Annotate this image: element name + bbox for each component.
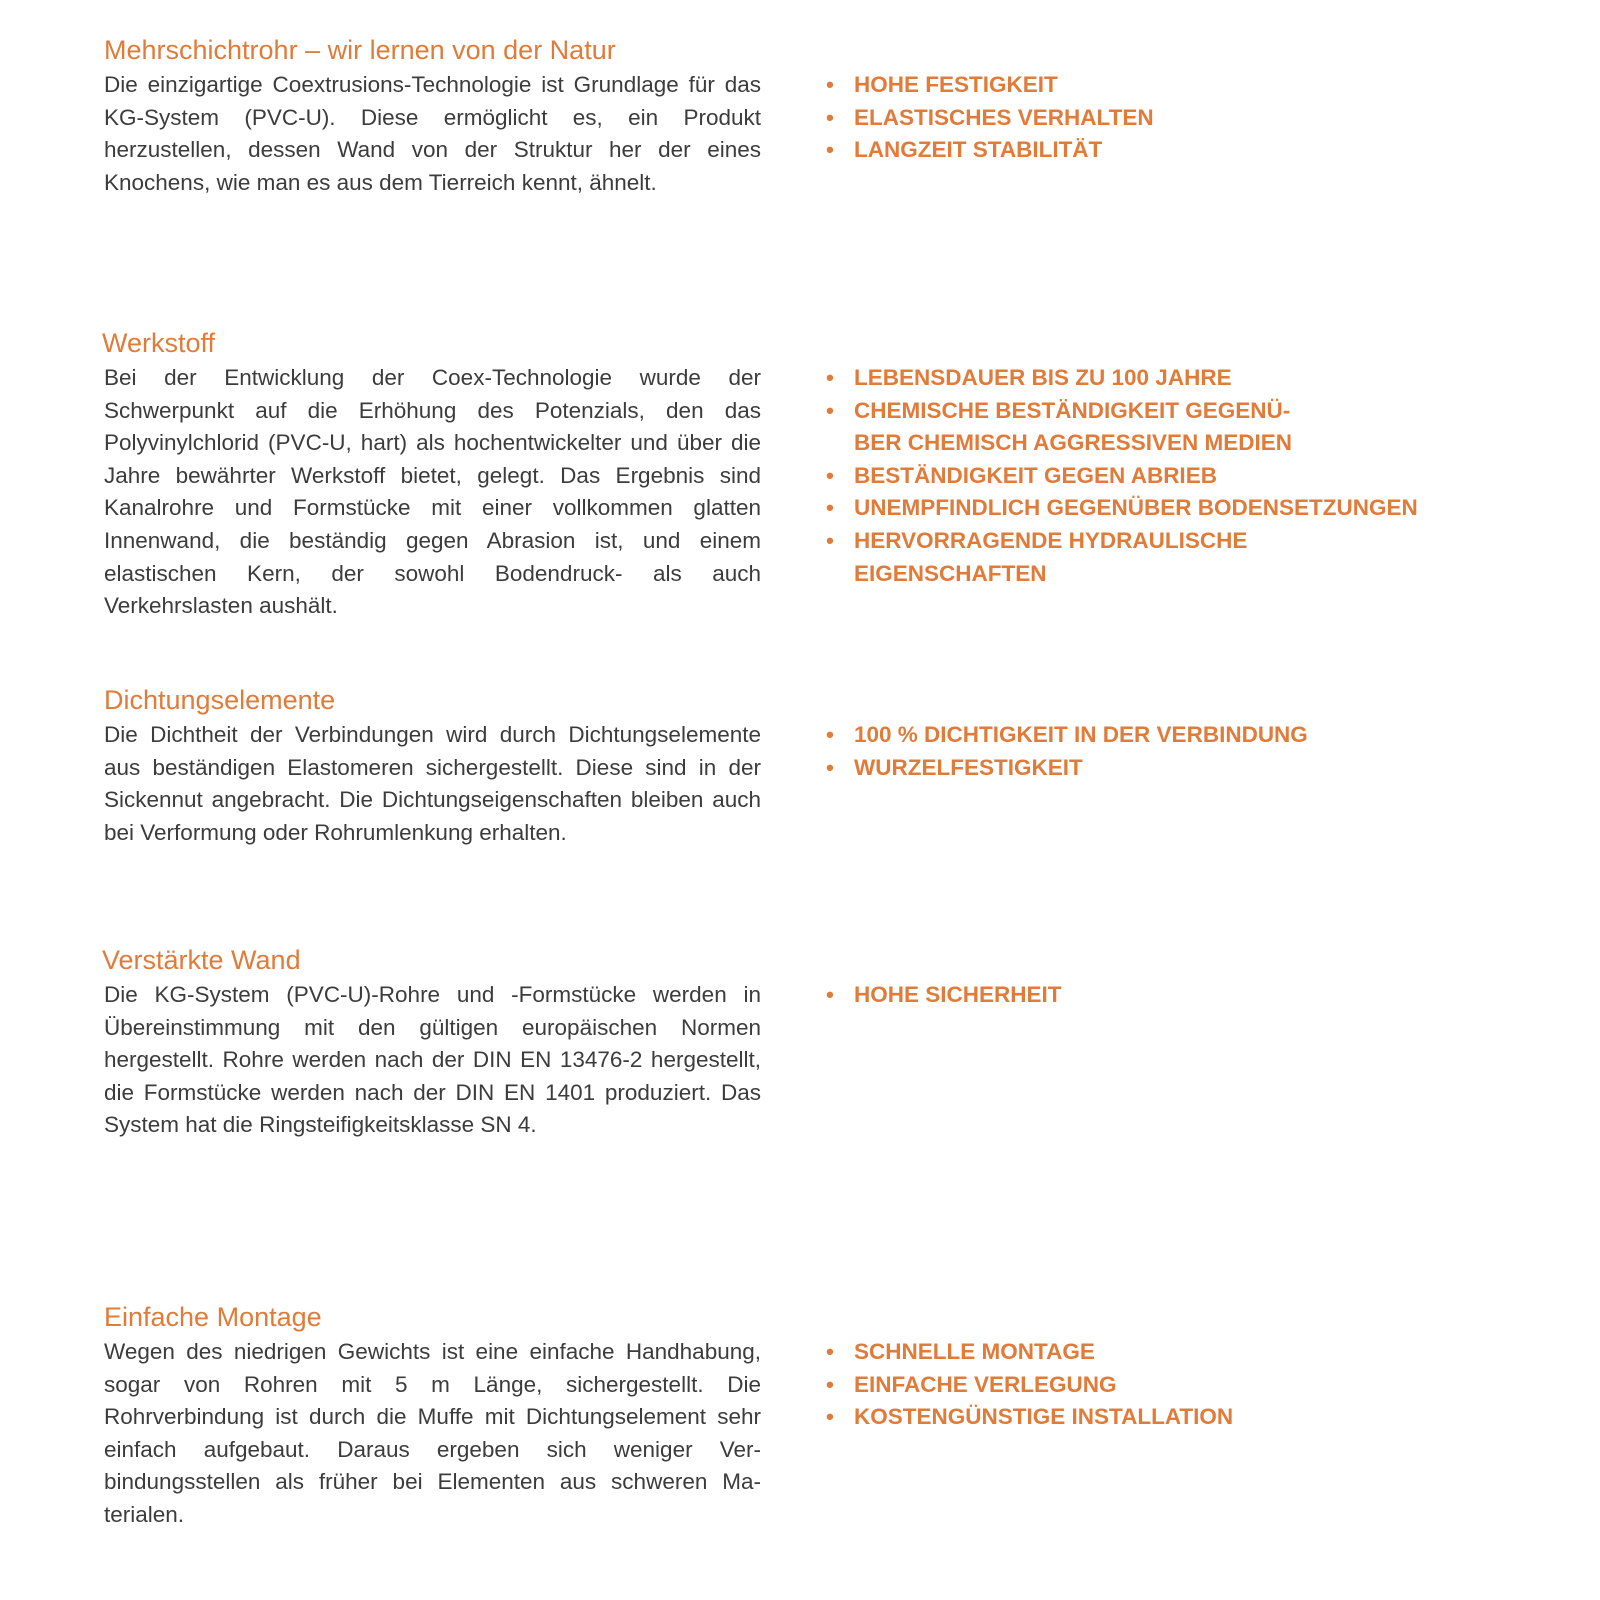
bullet-icon: •: [826, 104, 834, 130]
feature-label: LANGZEIT STABILITÄT: [854, 137, 1103, 163]
feature-item: [826, 69, 1526, 102]
feature-item: [826, 102, 1526, 135]
bullet-icon: •: [826, 495, 834, 521]
bullet-icon: •: [826, 137, 834, 163]
bullet-icon: •: [826, 754, 834, 780]
feature-label: KOSTENGÜNSTIGE INSTALLATION: [854, 1404, 1234, 1430]
bullet-icon: •: [826, 365, 834, 390]
feature-label: 100 % DICHTIGKEIT IN DER VERBINDUNG: [854, 722, 1308, 747]
bullet-icon: •: [826, 982, 834, 1007]
section-body: Die einzigartige Coextrusions-Technologie ist Grundlage für das KG-System (PVC-U). Diese ermöglicht es, ein Produkt herzustellen, dessen Wand von der Struktur her der eines Knochens, wie man es aus dem Tierreich kennt, ähnelt.: [104, 72, 761, 195]
feature-item: [826, 979, 1526, 1012]
feature-label: BESTÄNDIGKEIT GEGEN ABRIEB: [854, 462, 1217, 488]
feature-list: [826, 69, 1526, 167]
feature-label: HOHE SICHERHEIT: [854, 982, 1062, 1007]
section-title: Mehrschichtrohr – wir lernen von der Natur: [104, 35, 616, 65]
bullet-icon: •: [826, 397, 834, 423]
feature-label: HOHE FESTIGKEIT: [854, 72, 1058, 97]
feature-label: WURZELFESTIGKEIT: [854, 754, 1083, 780]
section-body: Die KG-System (PVC-U)-Rohre und -Formstücke werden in Übereinstimmung mit den gültigen europäischen Normen hergestellt. Rohre werden nach der DIN EN 13476-2 hergestellt, die Formstücke werden nach der DIN EN 1401 produziert. Das System hat die Ringsteifigkeitsklasse SN 4.: [104, 982, 761, 1138]
bullet-icon: •: [826, 1404, 834, 1430]
section-body: Bei der Entwicklung der Coex-Technologie wurde der Schwerpunkt auf die Erhöhung des Potenzials, den das Polyvinylchlorid (PVC-U, hart) als hochentwickelter und über die Jahre bewährter Werkstoff bietet, gelegt. Das Ergebnis sind Kanalrohre und Formstücke mit einer vollkommen glatten Innenwand, die beständig gegen Abrasion ist, und einem elastischen Kern, der sowohl Bodendruck- als auch Verkehrslasten aushält.: [104, 365, 761, 619]
feature-item: [826, 1336, 1526, 1369]
feature-item: [826, 525, 1526, 590]
feature-list: [826, 719, 1526, 784]
feature-label: EINFACHE VERLEGUNG: [854, 1371, 1117, 1397]
feature-item: [826, 752, 1526, 785]
feature-label: CHEMISCHE BESTÄNDIGKEIT GEGENÜ- BER CHEMISCH AGGRESSIVEN MEDIEN: [854, 397, 1292, 456]
bullet-icon: •: [826, 462, 834, 488]
feature-label: HERVORRAGENDE HYDRAULISCHE EIGENSCHAFTEN: [854, 527, 1248, 586]
section-body: Die Dichtheit der Verbindungen wird durch Dichtungselemente aus beständigen Elastomeren sichergestellt. Diese sind in der Sickennut angebracht. Die Dichtungseigenschaften bleiben auch bei Verformung oder Rohrumlenkung erhalten.: [104, 722, 761, 845]
feature-label: ELASTISCHES VERHALTEN: [854, 104, 1154, 130]
section-title: Einfache Montage: [104, 1302, 322, 1332]
feature-item: [826, 362, 1526, 395]
section-title: Werkstoff: [102, 328, 216, 358]
bullet-icon: •: [826, 527, 834, 553]
feature-list: [826, 979, 1526, 1012]
feature-list: [826, 1336, 1526, 1434]
feature-label: SCHNELLE MONTAGE: [854, 1339, 1095, 1364]
section-title: Verstärkte Wand: [102, 945, 301, 975]
bullet-icon: •: [826, 1339, 834, 1364]
feature-label: UNEMPFINDLICH GEGENÜBER BODENSETZUNGEN: [854, 495, 1418, 521]
feature-label: LEBENSDAUER BIS ZU 100 JAHRE: [854, 365, 1232, 390]
feature-item: [826, 1401, 1526, 1434]
bullet-icon: •: [826, 722, 834, 747]
feature-item: [826, 1369, 1526, 1402]
section-body: Wegen des niedrigen Gewichts ist eine einfache Handhabung, sogar von Rohren mit 5 m Länge, sichergestellt. Die Rohrverbindung ist durch die Muffe mit Dichtungselement sehr einfach aufgebaut. Daraus ergeben sich weniger Verbindungsstellen als früher bei Elementen aus schweren Materialen.: [104, 1339, 761, 1527]
feature-item: [826, 134, 1526, 167]
bullet-icon: •: [826, 72, 834, 97]
bullet-icon: •: [826, 1371, 834, 1397]
feature-list: [826, 362, 1526, 590]
feature-item: [826, 719, 1526, 752]
feature-item: [826, 460, 1526, 493]
feature-item: [826, 492, 1526, 525]
section-title: Dichtungselemente: [104, 685, 336, 715]
feature-item: [826, 395, 1526, 460]
